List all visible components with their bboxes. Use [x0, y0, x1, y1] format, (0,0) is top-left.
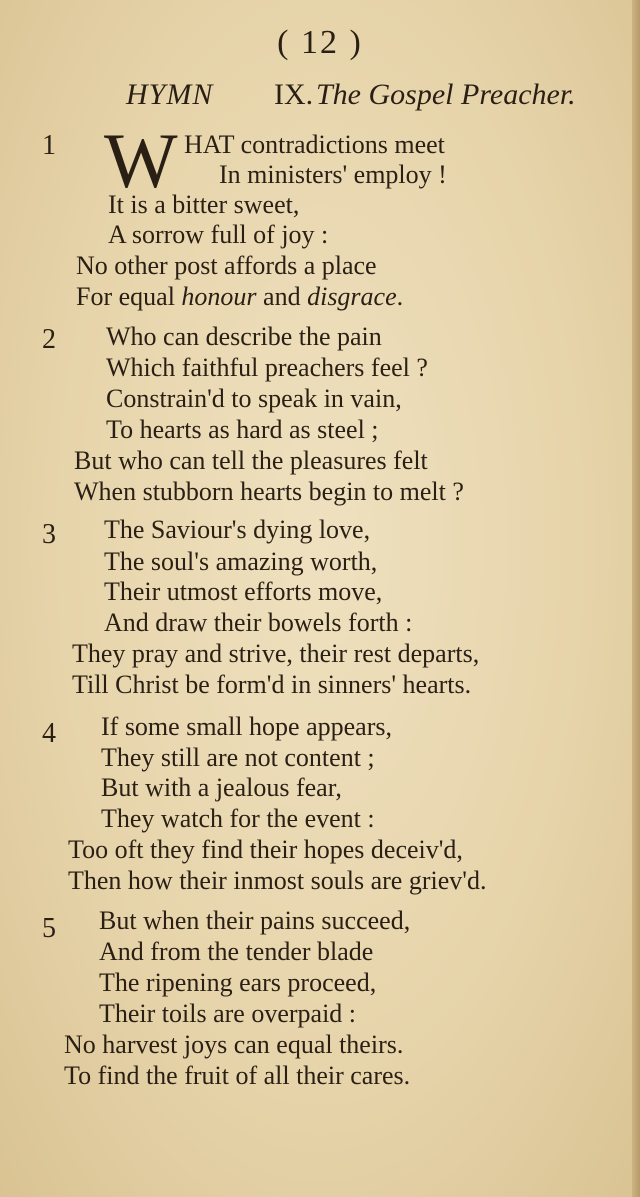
verse-line: But who can tell the pleasures felt: [74, 446, 428, 475]
verse-line: Their toils are overpaid :: [99, 999, 357, 1028]
verse-line: But with a jealous fear,: [101, 773, 342, 802]
verse-line: Too oft they find their hopes deceiv'd,: [68, 835, 463, 864]
verse-line: And draw their bowels forth :: [104, 608, 413, 637]
verse-line: They still are not content ;: [101, 743, 375, 772]
hymn-label: HYMN: [126, 78, 214, 111]
text-run: For equal: [76, 282, 182, 311]
verse-number: 1: [42, 130, 56, 161]
verse-line: No harvest joys can equal theirs.: [64, 1030, 404, 1059]
verse-line: They watch for the event :: [101, 804, 375, 833]
verse-line: A sorrow full of joy :: [108, 220, 329, 249]
verse-number: 3: [42, 519, 56, 550]
verse-line: The soul's amazing worth,: [104, 547, 378, 576]
verse-line: They pray and strive, their rest departs,: [72, 639, 480, 668]
verse-number: 5: [42, 913, 56, 944]
verse-number: 2: [42, 324, 56, 355]
verse-line: Constrain'd to speak in vain,: [106, 384, 402, 413]
verse-line: Which faithful preachers feel ?: [106, 353, 428, 382]
verse-line: When stubborn hearts begin to melt ?: [74, 477, 464, 506]
verse-line: To find the fruit of all their cares.: [64, 1061, 411, 1090]
emphasis-honour: honour: [181, 282, 257, 311]
verse-line: The ripening ears proceed,: [99, 968, 377, 997]
text-run: and: [256, 282, 308, 311]
verse-line: But when their pains succeed,: [99, 906, 411, 935]
drop-cap: W: [104, 117, 178, 204]
hymn-number: IX.: [274, 78, 314, 111]
verse-line: HAT contradictions meet: [184, 130, 445, 159]
page-number: ( 12 ): [277, 24, 363, 61]
verse-line: Who can describe the pain: [106, 322, 382, 351]
verse-line: Till Christ be form'd in sinners' hearts.: [72, 670, 472, 699]
text-run: .: [396, 282, 404, 311]
verse-line: No other post affords a place: [76, 251, 377, 280]
verse-line: In ministers' employ !: [219, 160, 447, 189]
hymn-subtitle: The Gospel Preacher.: [316, 78, 576, 111]
verse-line: The Saviour's dying love,: [104, 515, 371, 544]
verse-line: And from the tender blade: [99, 937, 374, 966]
verse-line: If some small hope appears,: [101, 712, 392, 741]
verse-line: It is a bitter sweet,: [108, 190, 300, 219]
verse-line: To hearts as hard as steel ;: [106, 415, 379, 444]
verse-line: Their utmost efforts move,: [104, 577, 383, 606]
emphasis-disgrace: disgrace: [307, 282, 397, 311]
hymn-heading: [126, 78, 596, 118]
page-edge: [632, 0, 640, 1197]
verse-line: Then how their inmost souls are griev'd.: [68, 866, 487, 895]
verse-number: 4: [42, 718, 56, 749]
verse-line: [76, 282, 403, 312]
